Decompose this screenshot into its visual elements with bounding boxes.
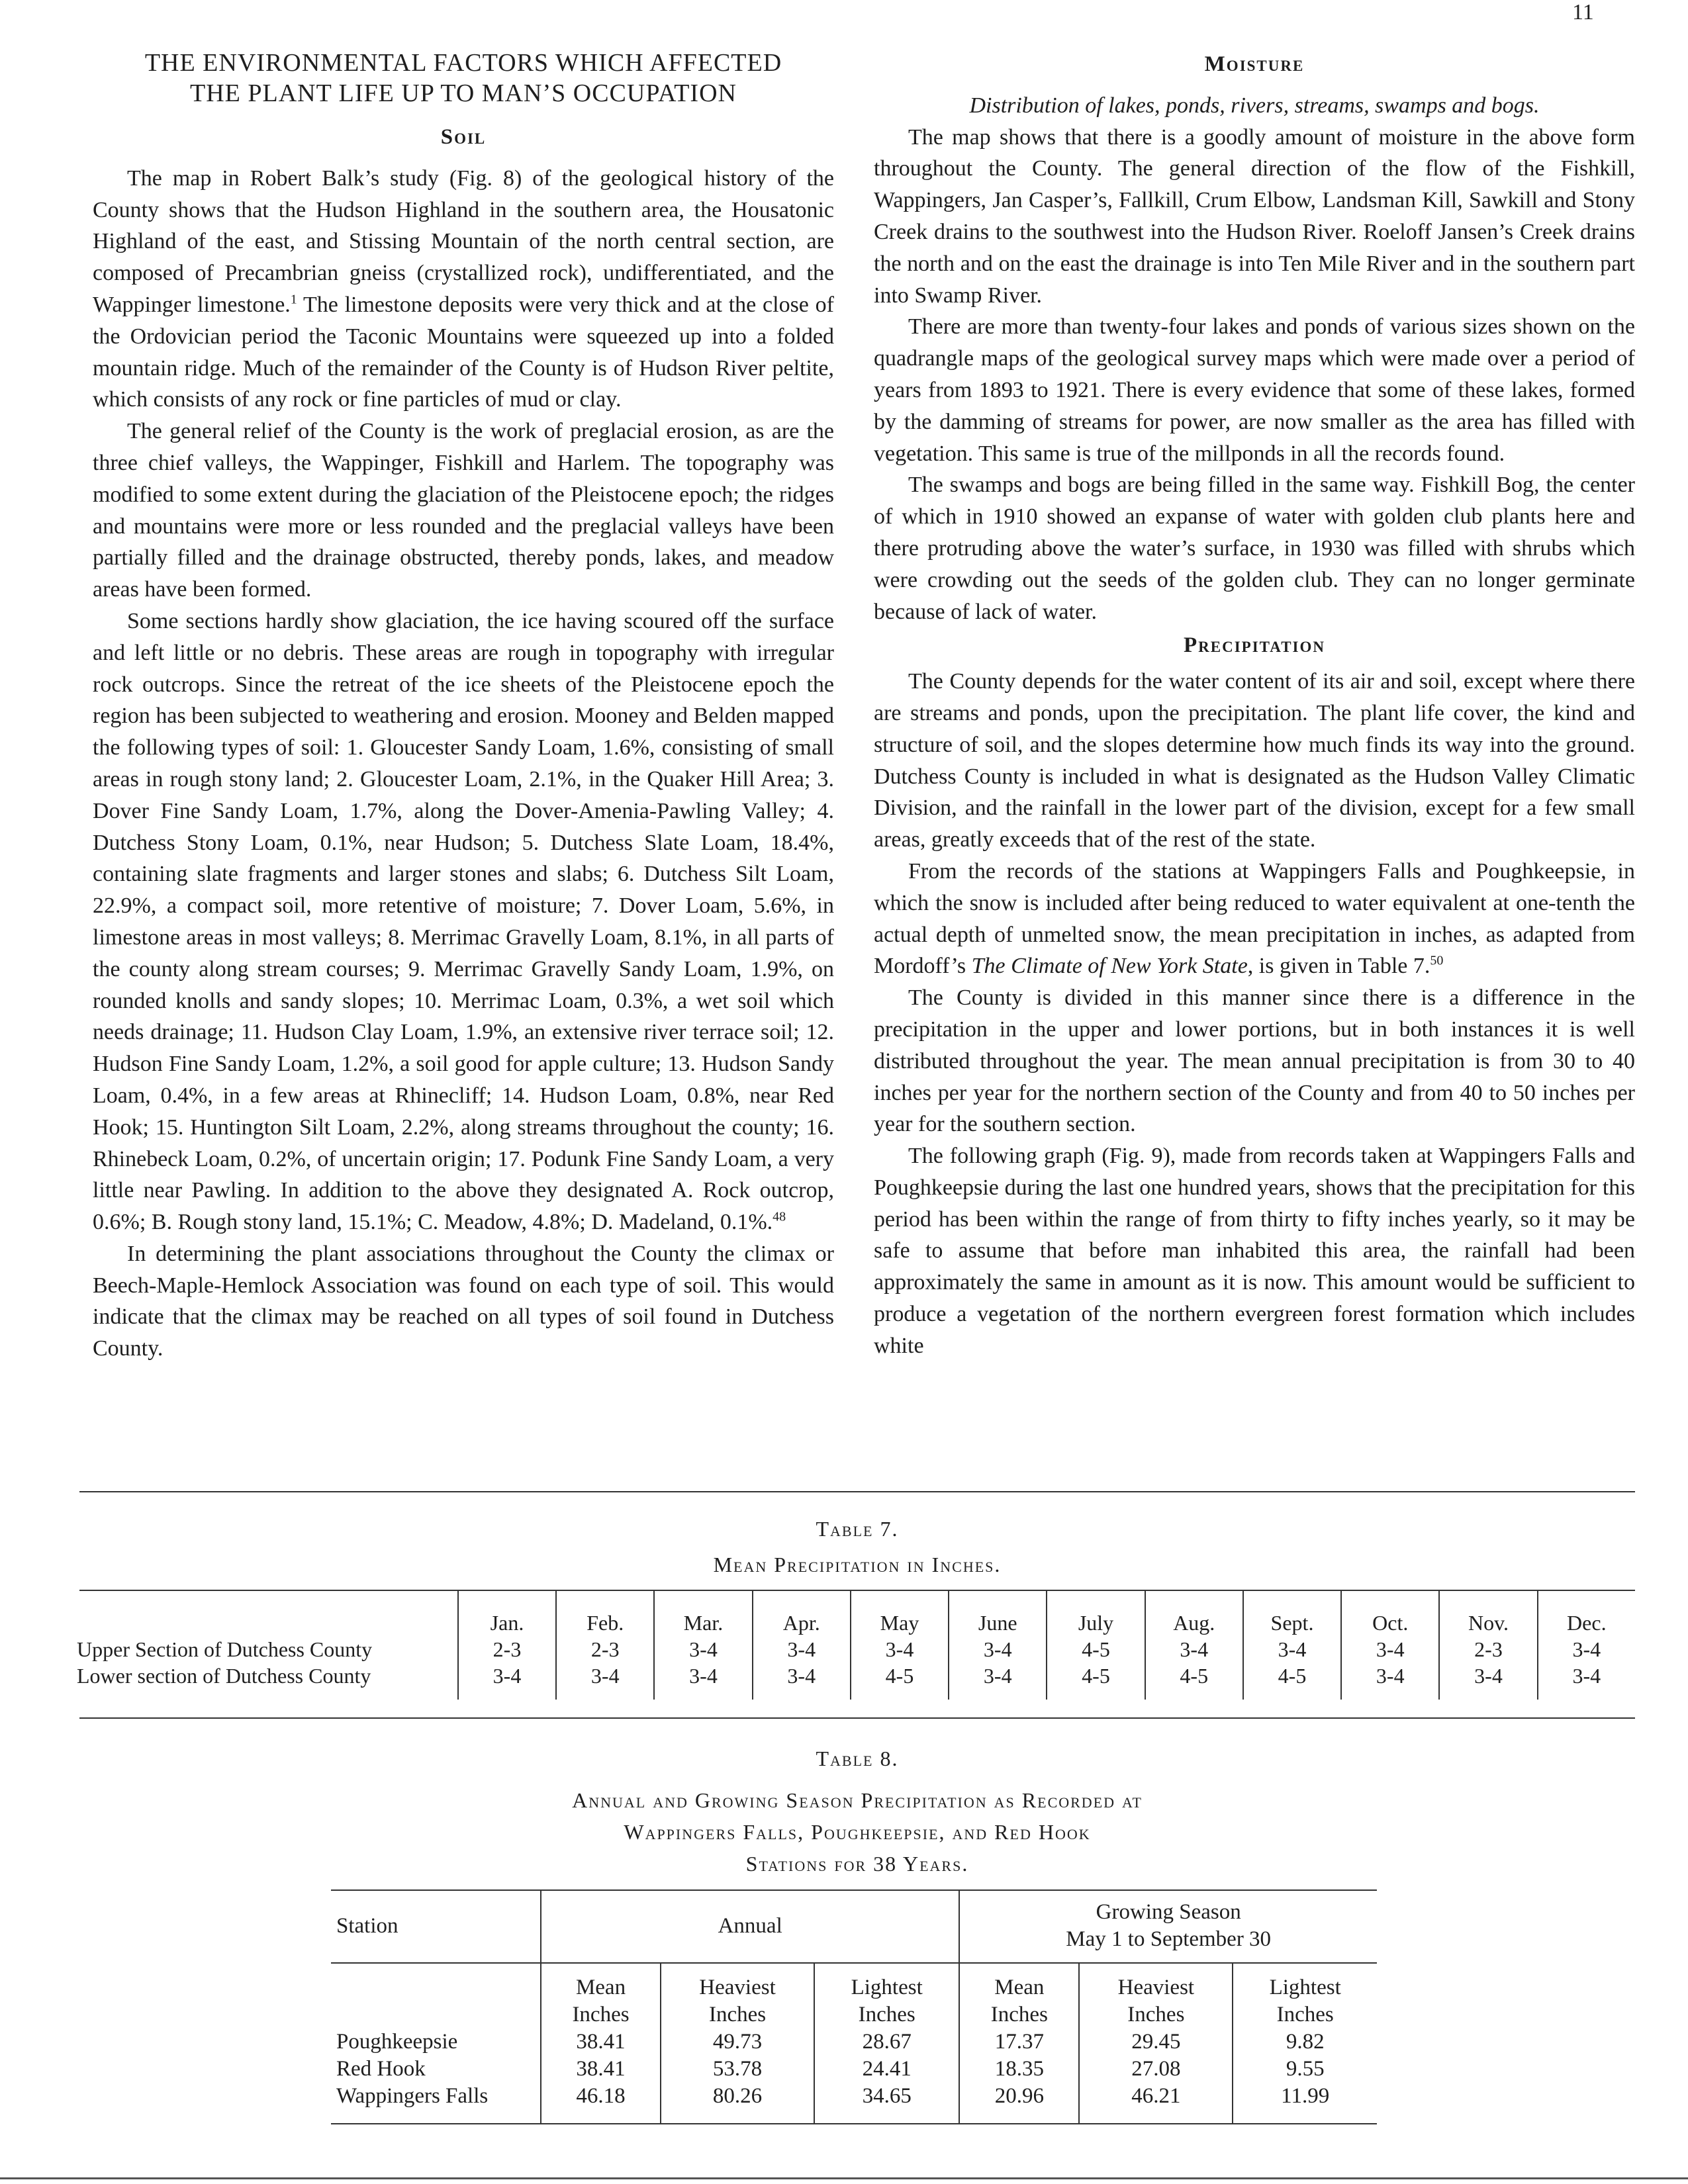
table8-cell: 18.35 — [959, 2056, 1079, 2083]
table8-cell: 9.55 — [1286, 2057, 1325, 2081]
chapter-title-line1: THE ENVIRONMENTAL FACTORS WHICH AFFECTED — [144, 49, 782, 77]
table8-bottom-rule — [331, 2123, 1377, 2124]
table8-subheader-row — [331, 1963, 1377, 2028]
table8-units: Inches — [708, 2003, 767, 2026]
table8-caption: Table 8. — [816, 1747, 899, 1770]
table8-units: Inches — [1276, 2003, 1334, 2026]
table8-units: Inches — [572, 2003, 630, 2026]
table8-cell: 53.78 — [661, 2056, 814, 2083]
table7-cell: 3-4 — [1439, 1662, 1537, 1700]
precipitation-paragraph-2 — [874, 856, 1635, 982]
table8-cell: 11.99 — [1281, 2084, 1330, 2108]
table8-subheader — [814, 1963, 959, 2028]
soil-paragraph-1 — [93, 163, 834, 416]
table8-units: Inches — [858, 2003, 915, 2026]
table8-cell: 9.82 — [1286, 2030, 1325, 2054]
table7-cell: 3-4 — [949, 1662, 1047, 1700]
precipitation-paragraph-3: The County is divided in this manner since there is a difference in the precipitation in the upper and lower portions, but in both instances it is well distributed throughout the year. The mean annual precipitation is from 30 to 40 inches per year for the northern section of the County and from 40 to 50 inches per year for the southern section. — [874, 985, 1635, 1137]
table8-subheader — [1079, 1963, 1233, 2028]
table8-units: Inches — [990, 2003, 1048, 2026]
table8-cell: 29.45 — [1079, 2028, 1233, 2056]
precipitation-paragraph-4: The following graph (Fig. 9), made from records taken at Wappingers Falls and Poughkeepsie during the last one hundred years, shows that the precipitation for this period has been within the range of from thirty to fifty inches yearly, so it may be safe to assume that before man inhabited this area, the rainfall had been approximately the same in amount as it is now. This amount would be sufficient to produce a vegetation of the northern evergreen forest formation which includes white — [874, 1144, 1635, 1358]
page-bottom-rule — [0, 2177, 1688, 2179]
table8-subheader-label: Heaviest — [1117, 1976, 1195, 1999]
table8-station-header: Station — [331, 1889, 541, 1963]
precipitation-paragraph-2-end: , is given in Table 7. — [1247, 954, 1430, 979]
table-row — [73, 1636, 1635, 1662]
table8-cell: 46.21 — [1079, 2083, 1233, 2123]
table8-subheader — [1233, 1963, 1377, 2028]
table8-station-blank — [331, 1963, 541, 2028]
soil-paragraph-3 — [93, 606, 834, 1238]
soil-paragraph-1-text: The map in Robert Balk’s study (Fig. 8) of the geological history of the County shows that the Hudson Highland in the southern area, the Housatonic Highland of the east, and Stissing Mountain of the north central section, are composed of Precambrian gneiss (crystallized rock), undifferentiated, and the Wappinger limestone. — [93, 165, 834, 317]
table7-month-header: Mar. — [654, 1590, 752, 1636]
table8-cell: 38.41 — [541, 2056, 661, 2083]
table7-month-header: Jan. — [458, 1590, 556, 1636]
table7-month-header: Aug. — [1145, 1590, 1243, 1636]
table7-cell: 3-4 — [458, 1662, 556, 1700]
soil-paragraph-3-text: Some sections hardly show glaciation, the ice having scoured off the surface and left little or no debris. These areas are rough in topography with irregular rock outcrops. Since the retreat of the ice sheets of the Pleistocene epoch the region has been subjected to weathering and erosion. Mooney and Belden mapped the following types of soil: 1. Gloucester Sandy Loam, 1.6%, consisting of small areas in rough stony land; 2. Gloucester Loam, 2.1%, in the Quaker Hill Area; 3. Dover Fine Sandy Loam, 1.7%, along the Dover-Amenia-Pawling Valley; 4. Dutchess Stony Loam, 0.1%, near Hudson; 5. Dutchess Slate Loam, 18.4%, containing slate fragments and larger stones and slabs; 6. Dutchess Silt Loam, 22.9%, a compact soil, more retentive of moisture; 7. Dover Loam, 5.6%, in limestone areas in most valleys; 8. Merrimac Gravelly Loam, 8.1%, in all parts of the county along stream courses; 9. Merrimac Gravelly Sandy Loam, 1.9%, on rounded knolls and sandy slopes; 10. Merrimac Loam, 0.3%, a wet soil which needs drainage; 11. Hudson Clay Loam, 1.9%, an extensive river terrace soil; 12. Hudson Fine Sandy Loam, 1.2%, a soil good for apple culture; 13. Hudson Sandy Loam, 0.4%, in a few areas at Rhinecliff; 14. Hudson Loam, 0.8%, near Red Hook; 15. Huntington Silt Loam, 2.2%, along streams throughout the county; 16. Rhinebeck Loam, 0.2%, of uncertain origin; 17. Podunk Fine Sandy Loam, a very little near Pawling. In addition to the above they designated A. Rock outcrop, 0.6%; B. Rough stony land, 15.1%; C. Meadow, 4.8%; D. Madeland, 0.1%. — [93, 608, 834, 1235]
table7-cell: 3-4 — [1341, 1636, 1439, 1662]
table8-subheader — [959, 1963, 1079, 2028]
table8-subheader-label: Heaviest — [699, 1976, 776, 1999]
left-column — [93, 48, 834, 1365]
table8-station: Red Hook — [331, 2056, 541, 2083]
table7-cell: 3-4 — [556, 1662, 654, 1700]
page-number: 11 — [1572, 0, 1594, 24]
table7-cell: 3-4 — [654, 1662, 752, 1700]
footnote-ref-50: 50 — [1430, 953, 1444, 968]
table8-station: Poughkeepsie — [331, 2028, 541, 2056]
table-row — [331, 2083, 1377, 2123]
table7 — [73, 1590, 1635, 1700]
table7-cell: 3-4 — [753, 1636, 851, 1662]
table8-cell: 80.26 — [661, 2083, 814, 2123]
moisture-heading: Moisture — [1204, 52, 1305, 76]
soil-paragraph-2: The general relief of the County is the work of preglacial erosion, as are the three chief valleys, the Wappinger, Fishkill and Harlem. The topography was modified to some extent during the glaciation of the Pleistocene epoch; the ridges and mountains were more or less rounded and the preglacial valleys have been partially filled and the drainage obstructed, thereby ponds, lakes, and meadow areas have been formed. — [93, 419, 834, 602]
table7-month-header: Apr. — [753, 1590, 851, 1636]
table8-growing-header-line2: May 1 to September 30 — [1066, 1927, 1272, 1951]
precipitation-paragraph-2-text: From the records of the stations at Wappingers Falls and Poughkeepsie, in which the snow is included after being reduced to water equivalent at one-tenth the actual depth of unmelted snow, the mean precipitation in inches, as adapted from Mordoff’s — [874, 858, 1635, 979]
soil-paragraph-4: In determining the plant associations throughout the County the climax or Beech-Maple-Hemlock Association was found on each type of soil. This would indicate that the climax may be reached on all types of soil found in Dutchess County. — [93, 1241, 834, 1361]
table8-growing-header-line1: Growing Season — [1096, 1900, 1241, 1924]
table7-cell: 3-4 — [1243, 1636, 1341, 1662]
table7-month-header: June — [949, 1590, 1047, 1636]
table8-subheader-label: Lightest — [851, 1976, 923, 1999]
precipitation-paragraph-1: The County depends for the water content of its air and soil, except where there are streams and ponds, upon the precipitation. The plant life cover, the kind and structure of soil, and the slopes determine how much finds its way into the ground. Dutchess County is included in what is designated as the Hudson Valley Climatic Division, and the rainfall in the lower part of the division, except for a few small areas, greatly exceeds that of the rest of the state. — [874, 669, 1635, 852]
table8-cell: 17.37 — [959, 2028, 1079, 2056]
table7-cell: 4-5 — [1145, 1662, 1243, 1700]
table7-month-header: Sept. — [1243, 1590, 1341, 1636]
footnote-ref-48: 48 — [773, 1209, 786, 1224]
table7-cell: 3-4 — [1572, 1637, 1601, 1661]
table7-row-label: Lower section of Dutchess County — [73, 1662, 458, 1700]
table7-cell: 4-5 — [1047, 1636, 1145, 1662]
table8-title-line1: Annual and Growing Season Precipitation as Recorded at — [572, 1788, 1143, 1812]
table7-top-rule — [79, 1491, 1635, 1492]
table8-cell: 38.41 — [541, 2028, 661, 2056]
table7-cell: 2-3 — [458, 1636, 556, 1662]
table7-cell: 2-3 — [556, 1636, 654, 1662]
table7-cell: 3-4 — [753, 1662, 851, 1700]
soil-paragraph-1-cont: The limestone deposits were very thick and at the close of the Ordovician period the Taconic Mountains were squeezed up into a folded mountain ridge. Much of the remainder of the County is of Hudson River peltite, which consists of any rock or fine particles of mud or clay. — [93, 292, 834, 412]
table8-annual-header: Annual — [541, 1889, 959, 1963]
precipitation-heading: Precipitation — [1184, 633, 1325, 658]
table8-station: Wappingers Falls — [331, 2083, 541, 2123]
table7-month-row — [73, 1590, 1635, 1636]
table7-bottom-rule — [79, 1717, 1635, 1719]
moisture-subheading: Distribution of lakes, ponds, rivers, streams, swamps and bogs. — [969, 93, 1540, 118]
table7-cell: 4-5 — [1243, 1662, 1341, 1700]
table-row — [331, 2056, 1377, 2083]
table7-caption: Table 7. — [816, 1517, 899, 1541]
table7-cell: 3-4 — [1572, 1664, 1601, 1688]
table7-cell: 4-5 — [1047, 1662, 1145, 1700]
table8-cell: 46.18 — [541, 2083, 661, 2123]
table-row — [331, 2028, 1377, 2056]
table8-units: Inches — [1127, 2003, 1185, 2026]
table8-cell: 24.41 — [814, 2056, 959, 2083]
table7-cell: 4-5 — [851, 1662, 949, 1700]
table7-row-label: Upper Section of Dutchess County — [73, 1636, 458, 1662]
table8 — [331, 1889, 1377, 2123]
footnote-ref-1: 1 — [290, 292, 297, 307]
table8-title-line3: Stations for 38 Years. — [745, 1852, 969, 1876]
table8-subheader-label: Mean — [575, 1976, 626, 1999]
table8-cell: 34.65 — [814, 2083, 959, 2123]
moisture-paragraph-3: The swamps and bogs are being filled in the same way. Fishkill Bog, the center of which in 1910 showed an expanse of water with golden club plants here and there protruding above the water’s surface, in 1930 was filled with shrubs which were crowding out the seeds of the golden club. They can no longer germinate because of lack of water. — [874, 473, 1635, 624]
table8-subheader — [541, 1963, 661, 2028]
table7-month-header: July — [1047, 1590, 1145, 1636]
table7-month-header: Feb. — [556, 1590, 654, 1636]
table7-cell: 3-4 — [949, 1636, 1047, 1662]
table-row — [73, 1662, 1635, 1700]
moisture-paragraph-1: The map shows that there is a goodly amount of moisture in the above form throughout the County. The general direction of the flow of the Fishkill, Wappingers, Jan Casper’s, Fallkill, Crum Elbow, Landsman Kill, Sawkill and Stony Creek drains to the southwest into the Hudson River. Roeloff Jansen’s Creek drains the north and on the east the drainage is into Ten Mile River and in the southern part into Swamp River. — [874, 124, 1635, 308]
table7-cell: 2-3 — [1439, 1636, 1537, 1662]
table8-cell: 27.08 — [1079, 2056, 1233, 2083]
table7-month-header: Nov. — [1439, 1590, 1537, 1636]
table8-growing-header — [959, 1889, 1377, 1963]
chapter-title-line2: THE PLANT LIFE UP TO MAN’S OCCUPATION — [190, 79, 737, 107]
table8-cell: 49.73 — [661, 2028, 814, 2056]
table7-month-header: Oct. — [1341, 1590, 1439, 1636]
table7-month-header: Dec. — [1567, 1611, 1607, 1635]
chapter-title — [93, 48, 834, 109]
table8-cell: 20.96 — [959, 2083, 1079, 2123]
table8-subheader-label: Lightest — [1269, 1976, 1341, 1999]
right-column — [874, 48, 1635, 1362]
table7-cell: 3-4 — [1341, 1662, 1439, 1700]
table8-cell: 28.67 — [814, 2028, 959, 2056]
table7-corner — [73, 1590, 458, 1636]
table8-subheader — [661, 1963, 814, 2028]
book-title: The Climate of New York State — [971, 954, 1248, 979]
soil-heading: Soil — [440, 125, 487, 149]
table7-cell: 3-4 — [1145, 1636, 1243, 1662]
table7-cell: 3-4 — [851, 1636, 949, 1662]
table8-title-line2: Wappingers Falls, Poughkeepsie, and Red Hook — [624, 1820, 1091, 1844]
table8-subheader-label: Mean — [994, 1976, 1045, 1999]
table7-title: Mean Precipitation in Inches. — [713, 1553, 1002, 1576]
table7-month-header: May — [851, 1590, 949, 1636]
table7-cell: 3-4 — [654, 1636, 752, 1662]
moisture-paragraph-2: There are more than twenty-four lakes and ponds of various sizes shown on the quadrangle maps of the geological survey maps which were made over a period of years from 1893 to 1921. There is every evidence that some of these lakes, formed by the damming of streams for power, are now smaller as the area has filled with vegetation. This same is true of the millponds in all the records found. — [874, 314, 1635, 466]
table8-group-header-row — [331, 1889, 1377, 1963]
